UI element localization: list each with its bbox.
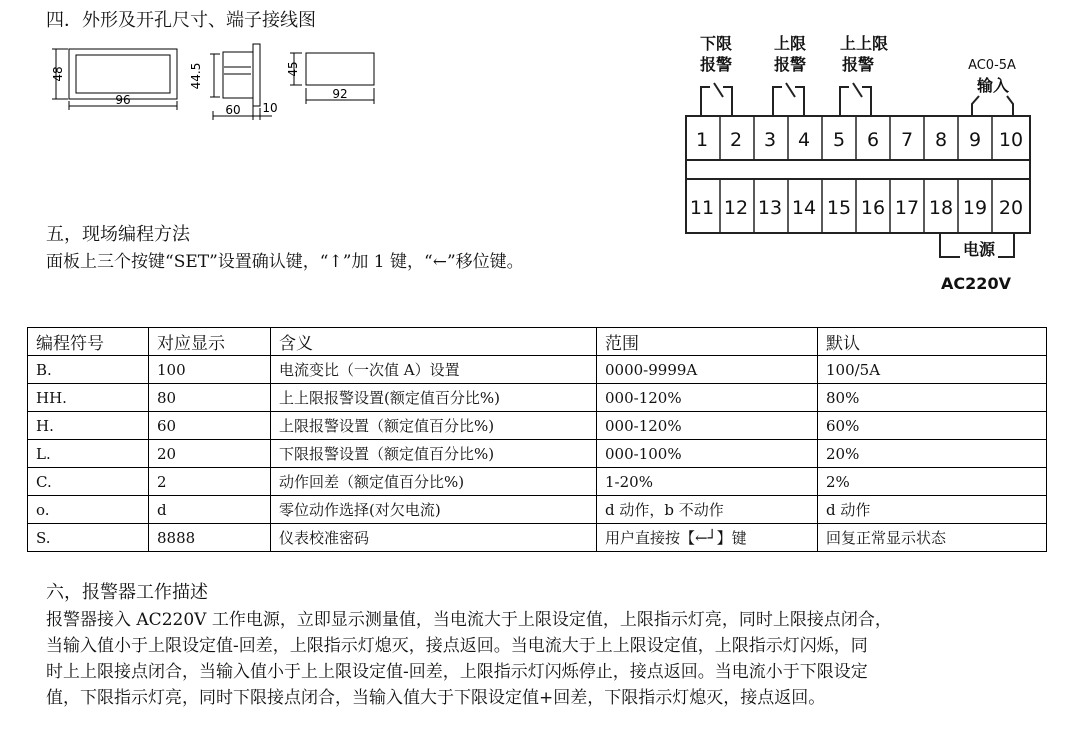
dim-front-w: 96: [115, 93, 131, 107]
header-code: 编程符号: [28, 328, 149, 356]
cell-code: L.: [28, 440, 149, 468]
cell-range: 1-20%: [597, 468, 818, 496]
cell-default: 100/5A: [818, 356, 1047, 384]
paragraph-line: 时上上限接点闭合，当输入值小于上上限设定值-回差，上限指示灯闪烁停止，接点返回。当电流小于下限设定: [46, 662, 868, 682]
cell-default: 20%: [818, 440, 1047, 468]
paragraph-line: 报警器接入 AC220V 工作电源，立即显示测量值，当电流大于上限设定值，上限指示灯亮，同时上限接点闭合，: [46, 610, 892, 630]
cell-code: H.: [28, 412, 149, 440]
paragraph-line: 值，下限指示灯亮，同时下限接点闭合，当输入值大于下限设定值+回差，下限指示灯熄灭，接点返回。: [46, 688, 826, 708]
cell-range: 000-100%: [597, 440, 818, 468]
section6-paragraph: [46, 607, 1064, 711]
header-default: 默认: [818, 328, 1047, 356]
cell-meaning: 零位动作选择(对欠电流): [271, 496, 597, 524]
table-row: [28, 440, 1047, 468]
terminal-10: 10: [998, 129, 1024, 151]
terminal-13: 13: [757, 197, 783, 219]
terminal-3: 3: [763, 129, 777, 151]
cell-code: S.: [28, 524, 149, 552]
terminal-16: 16: [860, 197, 886, 219]
cell-default: d 动作: [818, 496, 1047, 524]
terminal-8: 8: [934, 129, 948, 151]
front-view-window: [76, 55, 170, 93]
cell-meaning: 电流变比（一次值 A）设置: [271, 356, 597, 384]
label-high-alarm-1: 上限: [773, 34, 807, 53]
table-row: [28, 356, 1047, 384]
terminal-15: 15: [826, 197, 852, 219]
label-power: 电源: [962, 240, 996, 259]
cell-meaning: 上上限报警设置(额定值百分比%): [271, 384, 597, 412]
cell-display: 20: [149, 440, 271, 468]
front-view-outline: [69, 49, 177, 99]
table-row: [28, 468, 1047, 496]
table-header-row: [28, 328, 1047, 356]
cell-range: 000-120%: [597, 412, 818, 440]
cell-range: 000-120%: [597, 384, 818, 412]
label-hh-alarm-1: 上上限: [839, 34, 889, 53]
terminal-14: 14: [791, 197, 817, 219]
label-low-alarm-2: 报警: [699, 55, 733, 74]
cell-meaning: 仪表校准密码: [271, 524, 597, 552]
programming-table: [27, 327, 1047, 552]
cell-range: 0000-9999A: [597, 356, 818, 384]
cell-default: 60%: [818, 412, 1047, 440]
cell-code: HH.: [28, 384, 149, 412]
header-range: 范围: [597, 328, 818, 356]
side-view-body: [223, 52, 253, 98]
section5-title: 五，现场编程方法: [46, 224, 190, 245]
dim-cut-w: 92: [332, 87, 348, 101]
terminal-11: 11: [689, 197, 715, 219]
dimension-drawings: [40, 38, 400, 128]
terminal-18: 18: [928, 197, 954, 219]
terminal-19: 19: [962, 197, 988, 219]
cell-code: C.: [28, 468, 149, 496]
cell-range: d 动作，b 不动作: [597, 496, 818, 524]
table-row: [28, 384, 1047, 412]
cell-meaning: 下限报警设置（额定值百分比%): [271, 440, 597, 468]
terminal-2: 2: [729, 129, 743, 151]
wiring-diagram: [670, 25, 1040, 305]
dim-side-bezel: 10: [262, 101, 278, 115]
cell-meaning: 动作回差（额定值百分比%): [271, 468, 597, 496]
cell-default: 2%: [818, 468, 1047, 496]
high-alarm-contact: [773, 83, 804, 116]
cell-code: B.: [28, 356, 149, 384]
cell-display: 2: [149, 468, 271, 496]
terminal-12: 12: [723, 197, 749, 219]
terminal-9: 9: [968, 129, 982, 151]
dim-side-h: 44.5: [189, 62, 203, 90]
label-hh-alarm-2: 报警: [841, 55, 875, 74]
cell-display: 80: [149, 384, 271, 412]
cell-display: 60: [149, 412, 271, 440]
cell-meaning: 上限报警设置（额定值百分比%): [271, 412, 597, 440]
terminal-17: 17: [894, 197, 920, 219]
dim-front-h: 48: [51, 66, 65, 82]
cutout-outline: [306, 53, 374, 85]
label-voltage: AC220V: [941, 274, 1011, 293]
cell-range: 用户直接按【←┘】键: [597, 524, 818, 552]
section6-title: 六，报警器工作描述: [46, 582, 208, 603]
terminal-1: 1: [695, 129, 709, 151]
input-leads: [972, 96, 1013, 116]
label-high-alarm-2: 报警: [773, 55, 807, 74]
cell-display: 8888: [149, 524, 271, 552]
cell-display: 100: [149, 356, 271, 384]
table-row: [28, 412, 1047, 440]
cell-display: d: [149, 496, 271, 524]
terminal-20: 20: [998, 197, 1024, 219]
table-row: [28, 524, 1047, 552]
table-row: [28, 496, 1047, 524]
cell-code: o.: [28, 496, 149, 524]
paragraph-line: 当输入值小于上限设定值-回差，上限指示灯熄灭，接点返回。当电流大于上上限设定值，上限指示灯闪烁，同: [46, 636, 868, 656]
cell-default: 80%: [818, 384, 1047, 412]
section4-title: 四．外形及开孔尺寸、端子接线图: [46, 10, 316, 31]
terminal-6: 6: [866, 129, 880, 151]
header-meaning: 含义: [271, 328, 597, 356]
terminal-5: 5: [832, 129, 846, 151]
side-view-bezel: [253, 44, 260, 106]
header-display: 对应显示: [149, 328, 271, 356]
label-low-alarm-1: 下限: [699, 34, 733, 53]
label-input-1: AC0-5A: [968, 58, 1016, 73]
terminal-7: 7: [900, 129, 914, 151]
cell-default: 回复正常显示状态: [818, 524, 1047, 552]
section5-desc: 面板上三个按键“SET”设置确认键，“↑”加 1 键，“←”移位键。: [46, 252, 524, 272]
terminal-4: 4: [797, 129, 811, 151]
dim-cut-h: 45: [286, 61, 300, 77]
label-input-2: 输入: [976, 76, 1010, 95]
dim-side-depth: 60: [225, 103, 241, 117]
hh-alarm-contact: [840, 83, 871, 116]
low-alarm-contact: [701, 83, 732, 116]
